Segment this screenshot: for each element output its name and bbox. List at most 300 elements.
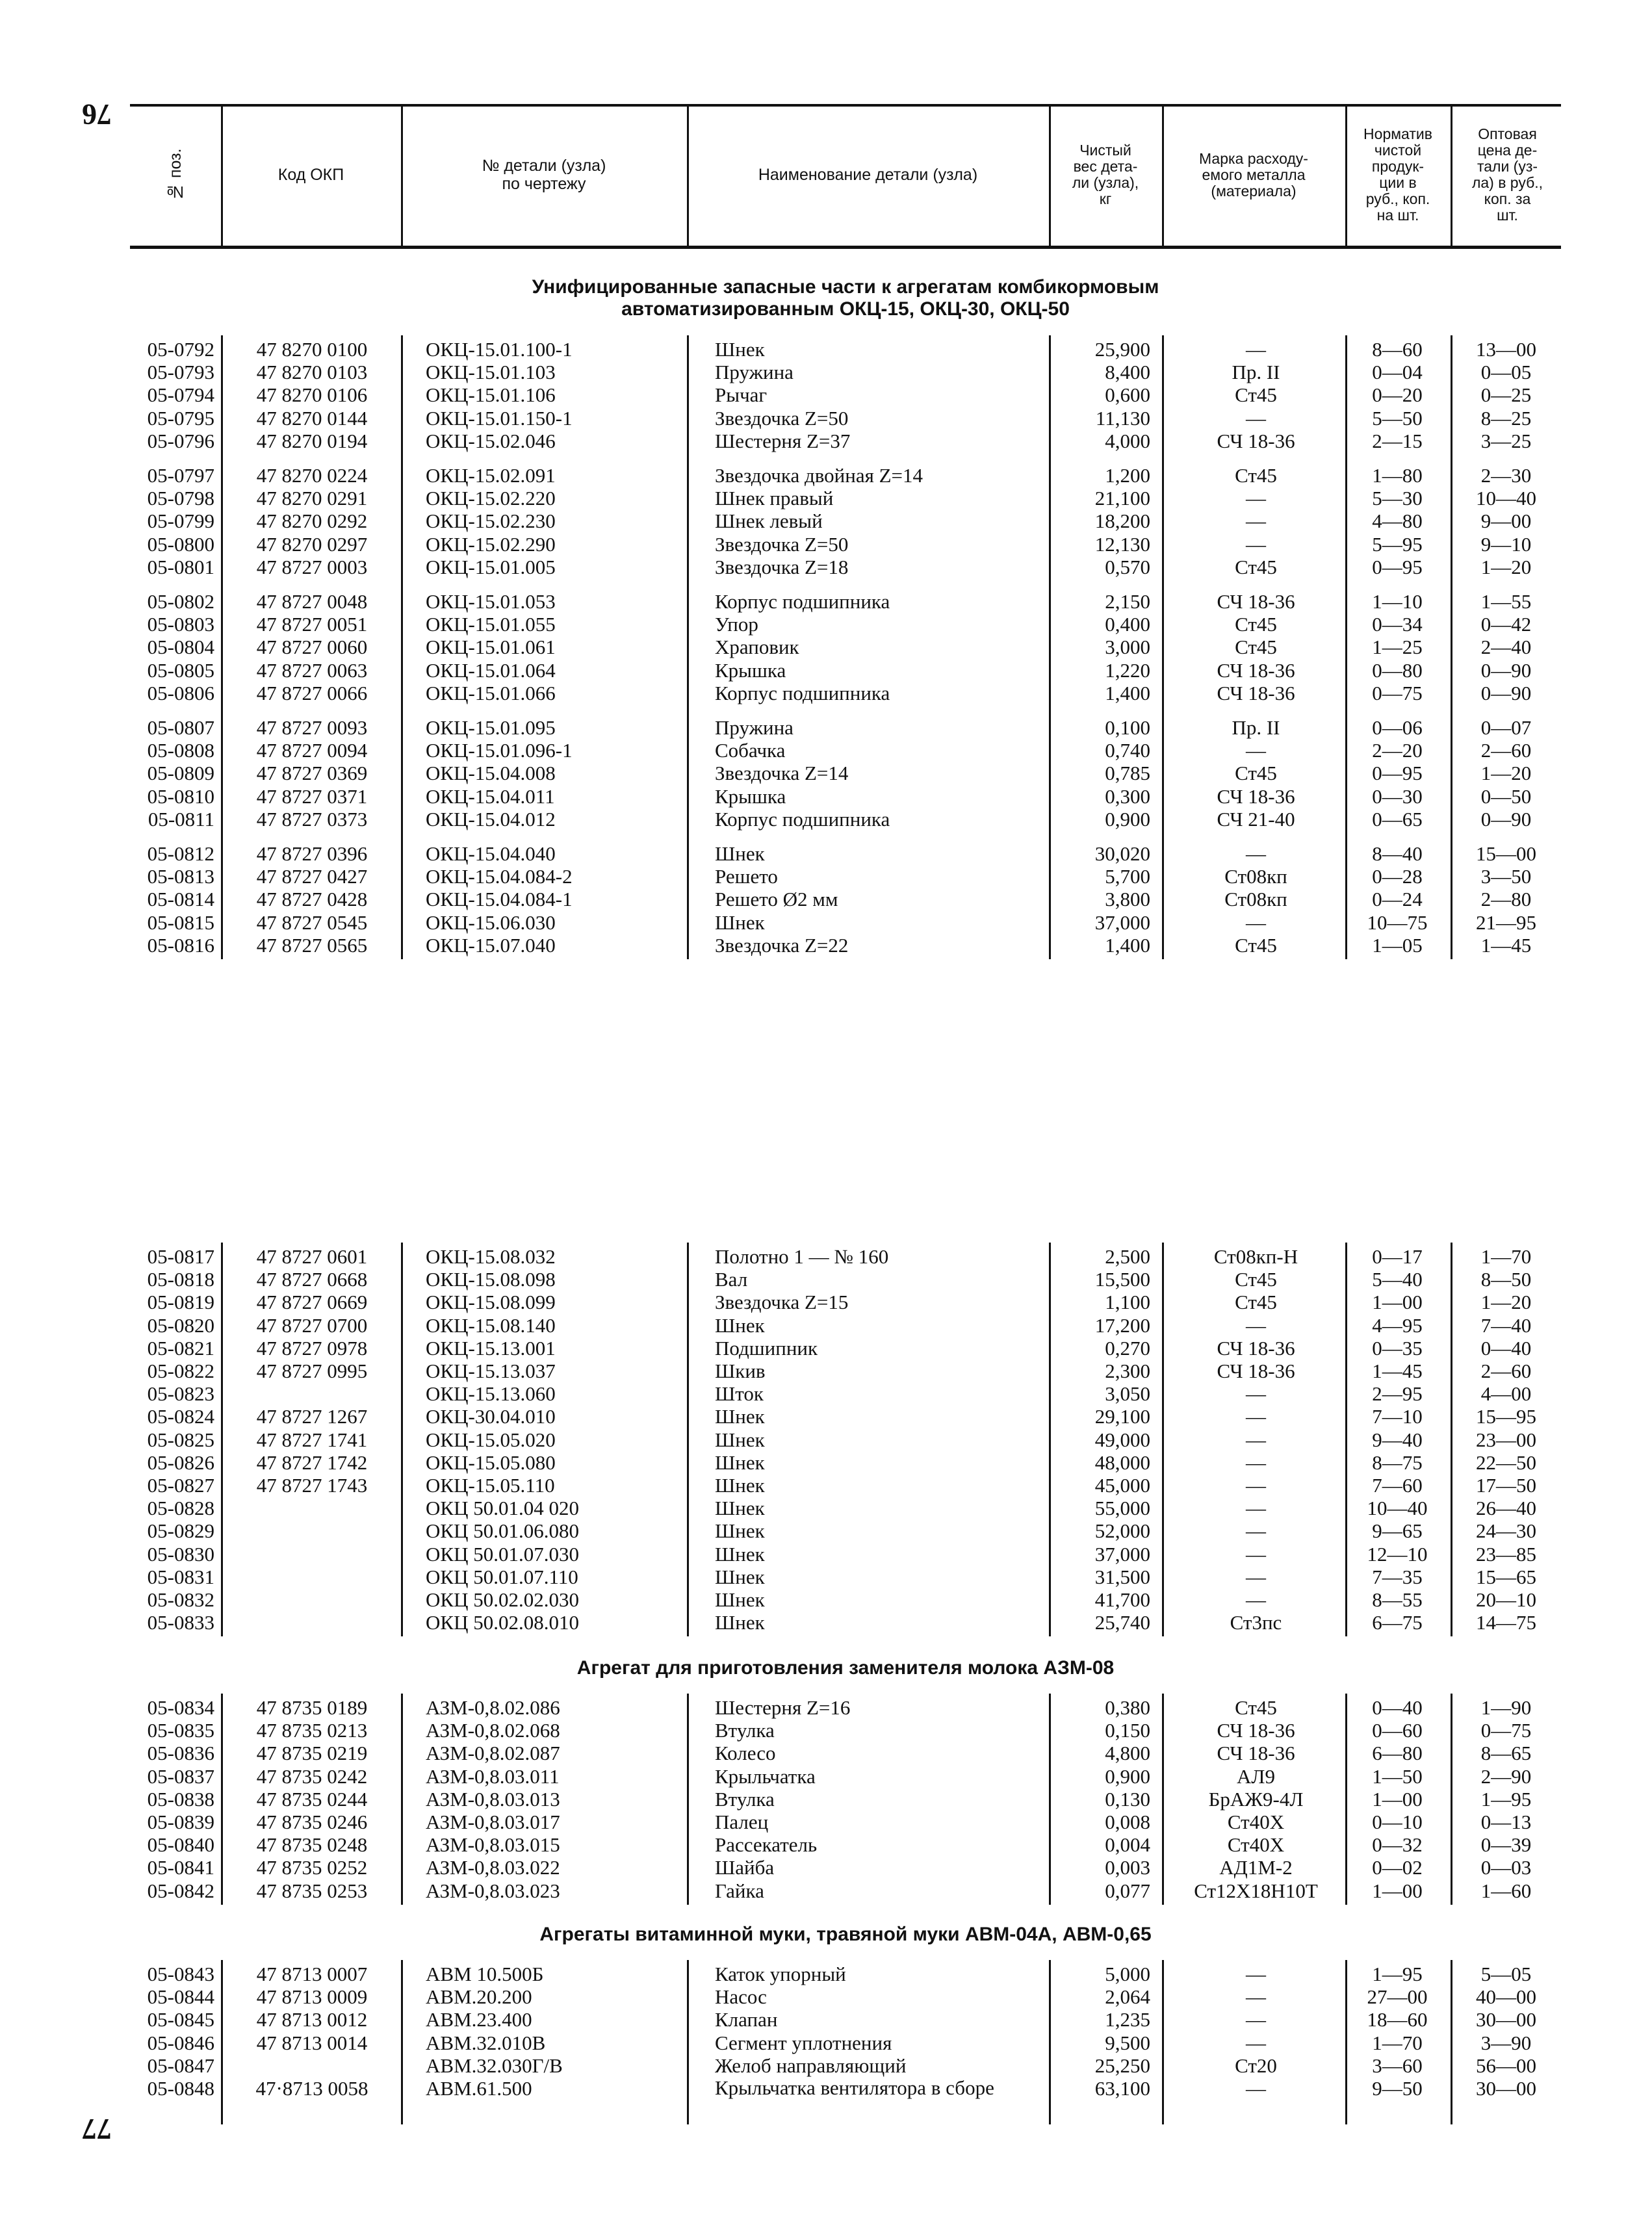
price-cell: 23—00: [1476, 1428, 1536, 1451]
header-divider: [1451, 104, 1452, 246]
material-cell: —: [1246, 509, 1266, 533]
price-cell: 23—85: [1476, 1542, 1536, 1566]
material-cell: БрАЖ9-4Л: [1208, 1787, 1304, 1811]
part-name-cell: Корпус подшипника: [715, 681, 890, 704]
norm-cell: 2—95: [1372, 1382, 1423, 1406]
price-cell: 0—90: [1480, 681, 1532, 704]
material-cell: Ст45: [1235, 1291, 1277, 1314]
part-name-cell: Рассекатель: [715, 1833, 818, 1857]
norm-cell: 9—65: [1372, 1519, 1423, 1543]
drawing-number-cell: ОКЦ-15.05.110: [426, 1474, 555, 1497]
okp-code-cell: 47 8270 0291: [256, 487, 368, 510]
part-name-cell: Шнек: [715, 842, 765, 865]
okp-code-cell: 47 8270 0224: [256, 464, 368, 487]
column-divider: [401, 1694, 403, 1905]
part-name-cell: Пружина: [715, 716, 794, 739]
material-cell: Ст12Х18Н10Т: [1194, 1879, 1318, 1902]
column-divider: [687, 335, 689, 959]
norm-cell: 0—60: [1372, 1719, 1423, 1742]
price-cell: 3—50: [1480, 865, 1532, 888]
pos-cell: 05-0829: [147, 1519, 214, 1543]
material-cell: Ст45: [1235, 762, 1277, 785]
weight-cell: 4,000: [1105, 429, 1150, 452]
okp-code-cell: 47 8727 0094: [256, 739, 368, 762]
weight-cell: 1,400: [1105, 681, 1150, 704]
part-name-cell: Желоб направляющий: [715, 2054, 907, 2077]
price-cell: 2—90: [1480, 1764, 1532, 1788]
weight-cell: 0,270: [1105, 1336, 1150, 1360]
drawing-number-cell: ОКЦ-15.01.106: [426, 383, 556, 407]
part-name-cell: Решето: [715, 865, 778, 888]
part-name-cell: Шайба: [715, 1856, 775, 1879]
pos-cell: 05-0807: [147, 716, 214, 739]
part-name-cell: Шнек левый: [715, 509, 823, 533]
drawing-number-cell: ОКЦ-15.08.099: [426, 1291, 556, 1314]
norm-cell: 1—50: [1372, 1764, 1423, 1788]
part-name-cell: Звездочка Z=14: [715, 762, 849, 785]
norm-cell: 1—05: [1372, 933, 1423, 957]
material-cell: Ст45: [1235, 1268, 1277, 1291]
norm-cell: 0—95: [1372, 762, 1423, 785]
norm-cell: 0—40: [1372, 1696, 1423, 1719]
okp-code-cell: 47 8713 0014: [256, 2031, 368, 2054]
material-cell: —: [1246, 1451, 1266, 1474]
weight-cell: 45,000: [1094, 1474, 1150, 1497]
norm-cell: 0—28: [1372, 865, 1423, 888]
drawing-number-cell: ОКЦ-15.05.080: [426, 1451, 556, 1474]
norm-cell: 8—40: [1372, 842, 1423, 865]
norm-cell: 0—20: [1372, 383, 1423, 407]
part-name-cell: Звездочка Z=22: [715, 933, 849, 957]
pos-cell: 05-0841: [147, 1856, 214, 1879]
drawing-number-cell: АВМ.32.030Г/В: [426, 2054, 563, 2077]
drawing-number-cell: АВМ.32.010В: [426, 2031, 546, 2054]
pos-cell: 05-0825: [147, 1428, 214, 1451]
drawing-number-cell: ОКЦ-15.01.061: [426, 636, 556, 659]
price-cell: 7—40: [1480, 1313, 1532, 1337]
material-cell: Ст08кп-Н: [1213, 1245, 1298, 1268]
pos-cell: 05-0792: [147, 338, 214, 361]
drawing-number-cell: ОКЦ-15.01.055: [426, 613, 556, 636]
pos-cell: 05-0803: [147, 613, 214, 636]
part-name-cell: Клапан: [715, 2008, 778, 2031]
norm-cell: 1—45: [1372, 1360, 1423, 1382]
pos-cell: 05-0806: [147, 681, 214, 704]
price-cell: 0—03: [1480, 1856, 1532, 1879]
weight-cell: 25,250: [1094, 2054, 1150, 2077]
okp-code-cell: 47 8727 0060: [256, 636, 368, 659]
norm-cell: 1—70: [1372, 2031, 1423, 2054]
pos-cell: 05-0828: [147, 1497, 214, 1520]
part-name-cell: Полотно 1 — № 160: [715, 1245, 889, 1268]
pos-cell: 05-0839: [147, 1811, 214, 1833]
weight-cell: 1,400: [1105, 933, 1150, 957]
material-cell: —: [1246, 1542, 1266, 1566]
pos-cell: 05-0831: [147, 1565, 214, 1588]
okp-code-cell: 47 8727 0700: [256, 1313, 368, 1337]
material-cell: Ст45: [1235, 613, 1277, 636]
price-cell: 0—05: [1480, 361, 1532, 384]
price-cell: 2—80: [1480, 888, 1532, 911]
weight-cell: 0,004: [1105, 1833, 1150, 1857]
part-name-cell: Шнек: [715, 1405, 765, 1428]
price-cell: 14—75: [1476, 1611, 1536, 1634]
norm-cell: 0—95: [1372, 555, 1423, 578]
column-divider: [1451, 335, 1452, 959]
norm-cell: 5—50: [1372, 406, 1423, 430]
okp-code-cell: 47 8735 0189: [256, 1696, 368, 1719]
pos-cell: 05-0813: [147, 865, 214, 888]
weight-cell: 17,200: [1094, 1313, 1150, 1337]
weight-cell: 30,020: [1094, 842, 1150, 865]
part-name-cell: Звездочка Z=50: [715, 406, 849, 430]
weight-cell: 5,000: [1105, 1963, 1150, 1985]
drawing-number-cell: ОКЦ-15.01.095: [426, 716, 556, 739]
price-cell: 2—30: [1480, 464, 1532, 487]
norm-cell: 0—80: [1372, 658, 1423, 682]
part-name-cell: Шток: [715, 1382, 764, 1406]
pos-cell: 05-0848: [147, 2077, 214, 2100]
drawing-number-cell: ОКЦ 50.01.07.110: [426, 1565, 578, 1588]
okp-code-cell: 47 8270 0292: [256, 509, 368, 533]
material-cell: Ст45: [1235, 1696, 1277, 1719]
okp-code-cell: 47 8727 0066: [256, 681, 368, 704]
part-name-cell: Шкив: [715, 1360, 766, 1382]
norm-cell: 1—95: [1372, 1963, 1423, 1985]
okp-code-cell: 47 8727 0669: [256, 1291, 368, 1314]
okp-code-cell: 47 8727 0545: [256, 910, 368, 934]
norm-cell: 27—00: [1367, 1985, 1428, 2009]
material-cell: —: [1246, 1474, 1266, 1497]
norm-cell: 7—35: [1372, 1565, 1423, 1588]
pos-cell: 05-0812: [147, 842, 214, 865]
okp-code-cell: 47 8270 0106: [256, 383, 368, 407]
pos-cell: 05-0809: [147, 762, 214, 785]
weight-cell: 0,740: [1105, 739, 1150, 762]
weight-cell: 0,100: [1105, 716, 1150, 739]
pos-cell: 05-0802: [147, 590, 214, 613]
weight-cell: 9,500: [1105, 2031, 1150, 2054]
column-divider: [1049, 1243, 1051, 1636]
drawing-number-cell: ОКЦ-15.13.037: [426, 1360, 556, 1382]
section-title: Унифицированные запасные части к агрегатам комбикормовым автоматизированным ОКЦ-15, ОКЦ-30, ОКЦ-50: [532, 276, 1159, 320]
header-divider: [1049, 104, 1051, 246]
norm-cell: 6—75: [1372, 1611, 1423, 1634]
drawing-number-cell: ОКЦ-15.04.008: [426, 762, 556, 785]
part-name-cell: Шнек: [715, 1313, 765, 1337]
norm-cell: 0—75: [1372, 681, 1423, 704]
norm-cell: 2—15: [1372, 429, 1423, 452]
pos-cell: 05-0817: [147, 1245, 214, 1268]
column-divider: [687, 1694, 689, 1905]
pos-cell: 05-0810: [147, 784, 214, 808]
column-divider: [1162, 1694, 1164, 1905]
norm-cell: 2—20: [1372, 739, 1423, 762]
weight-cell: 0,003: [1105, 1856, 1150, 1879]
price-cell: 21—95: [1476, 910, 1536, 934]
part-name-cell: Крышка: [715, 784, 786, 808]
part-name-cell: Шестерня Z=16: [715, 1696, 851, 1719]
column-divider: [401, 335, 403, 959]
okp-code-cell: 47 8727 0093: [256, 716, 368, 739]
material-cell: —: [1246, 1428, 1266, 1451]
pos-cell: 05-0835: [147, 1719, 214, 1742]
weight-cell: 0,008: [1105, 1811, 1150, 1833]
pos-cell: 05-0827: [147, 1474, 214, 1497]
column-divider: [1049, 1960, 1051, 2124]
drawing-number-cell: ОКЦ-15.01.064: [426, 658, 556, 682]
part-name-cell: Храповик: [715, 636, 799, 659]
pos-cell: 05-0801: [147, 555, 214, 578]
price-cell: 20—10: [1476, 1588, 1536, 1611]
part-name-cell: Втулка: [715, 1787, 775, 1811]
norm-cell: 0—30: [1372, 784, 1423, 808]
material-cell: Ст20: [1235, 2054, 1277, 2077]
part-name-cell: Крыльчатка: [715, 1764, 816, 1788]
norm-cell: 5—40: [1372, 1268, 1423, 1291]
okp-code-cell: 47 8727 1742: [256, 1451, 368, 1474]
drawing-number-cell: АЗМ-0,8.03.011: [426, 1764, 560, 1788]
okp-code-cell: 47 8727 0427: [256, 865, 368, 888]
drawing-number-cell: ОКЦ-15.05.020: [426, 1428, 556, 1451]
pos-cell: 05-0840: [147, 1833, 214, 1857]
column-divider: [1049, 1694, 1051, 1905]
material-cell: Ст40Х: [1227, 1833, 1285, 1857]
header-part-name: Наименование детали (узла): [758, 166, 978, 184]
column-divider: [1049, 335, 1051, 959]
drawing-number-cell: АЗМ-0,8.03.013: [426, 1787, 560, 1811]
price-cell: 0—90: [1480, 807, 1532, 831]
price-cell: 1—45: [1480, 933, 1532, 957]
pos-cell: 05-0834: [147, 1696, 214, 1719]
drawing-number-cell: ОКЦ-15.08.140: [426, 1313, 556, 1337]
price-cell: 26—40: [1476, 1497, 1536, 1520]
part-name-cell: Решето Ø2 мм: [715, 888, 838, 911]
drawing-number-cell: ОКЦ-15.04.040: [426, 842, 556, 865]
weight-cell: 0,600: [1105, 383, 1150, 407]
okp-code-cell: 47 8713 0009: [256, 1985, 368, 2009]
part-name-cell: Гайка: [715, 1879, 764, 1902]
material-cell: АЛ9: [1237, 1764, 1275, 1788]
okp-code-cell: 47 8735 0252: [256, 1856, 368, 1879]
section-title: Агрегаты витаминной муки, травяной муки АВМ-04А, АВМ-0,65: [539, 1924, 1152, 1945]
drawing-number-cell: АВМ.20.200: [426, 1985, 532, 2009]
page-number-bottom: 77: [82, 2113, 112, 2146]
material-cell: Пр. II: [1232, 361, 1280, 384]
pos-cell: 05-0821: [147, 1336, 214, 1360]
pos-cell: 05-0844: [147, 1985, 214, 2009]
price-cell: 17—50: [1476, 1474, 1536, 1497]
weight-cell: 55,000: [1094, 1497, 1150, 1520]
pos-cell: 05-0800: [147, 532, 214, 556]
material-cell: —: [1246, 739, 1266, 762]
price-cell: 1—20: [1480, 555, 1532, 578]
price-cell: 30—00: [1476, 2077, 1536, 2100]
weight-cell: 0,130: [1105, 1787, 1150, 1811]
price-cell: 1—95: [1480, 1787, 1532, 1811]
header-divider: [401, 104, 403, 246]
part-name-cell: Крышка: [715, 658, 786, 682]
pos-cell: 05-0808: [147, 739, 214, 762]
part-name-cell: Палец: [715, 1811, 769, 1833]
norm-cell: 8—75: [1372, 1451, 1423, 1474]
header-okp-code: Код ОКП: [277, 166, 344, 184]
weight-cell: 52,000: [1094, 1519, 1150, 1543]
drawing-number-cell: ОКЦ 50.01.06.080: [426, 1519, 579, 1543]
norm-cell: 12—10: [1367, 1542, 1428, 1566]
pos-cell: 05-0815: [147, 910, 214, 934]
norm-cell: 8—60: [1372, 338, 1423, 361]
material-cell: —: [1246, 1519, 1266, 1543]
norm-cell: 5—95: [1372, 532, 1423, 556]
price-cell: 1—55: [1480, 590, 1532, 613]
part-name-cell: Вал: [715, 1268, 748, 1291]
weight-cell: 0,380: [1105, 1696, 1150, 1719]
okp-code-cell: 47 8727 0051: [256, 613, 368, 636]
material-cell: —: [1246, 2077, 1266, 2100]
okp-code-cell: 47 8727 1741: [256, 1428, 368, 1451]
okp-code-cell: 47 8270 0100: [256, 338, 368, 361]
pos-cell: 05-0820: [147, 1313, 214, 1337]
okp-code-cell: 47 8727 0428: [256, 888, 368, 911]
drawing-number-cell: АЗМ-0,8.03.023: [426, 1879, 560, 1902]
okp-code-cell: 47 8727 0396: [256, 842, 368, 865]
weight-cell: 1,220: [1105, 658, 1150, 682]
drawing-number-cell: ОКЦ-15.04.011: [426, 784, 555, 808]
part-name-cell: Подшипник: [715, 1336, 818, 1360]
weight-cell: 11,130: [1095, 406, 1150, 430]
material-cell: Ст45: [1235, 933, 1277, 957]
weight-cell: 37,000: [1094, 1542, 1150, 1566]
material-cell: —: [1246, 1985, 1266, 2009]
pos-cell: 05-0845: [147, 2008, 214, 2031]
norm-cell: 1—00: [1372, 1787, 1423, 1811]
weight-cell: 0,570: [1105, 555, 1150, 578]
pos-cell: 05-0843: [147, 1963, 214, 1985]
drawing-number-cell: ОКЦ-15.01.150-1: [426, 406, 573, 430]
section-title: Агрегат для приготовления заменителя молока АЗМ-08: [576, 1657, 1115, 1679]
norm-cell: 0—35: [1372, 1336, 1423, 1360]
material-cell: —: [1246, 1565, 1266, 1588]
norm-cell: 18—60: [1367, 2008, 1428, 2031]
price-cell: 2—60: [1480, 739, 1532, 762]
okp-code-cell: 47 8727 1267: [256, 1405, 368, 1428]
part-name-cell: Шнек: [715, 1428, 765, 1451]
price-cell: 56—00: [1476, 2054, 1536, 2077]
part-name-cell: Шнек: [715, 1474, 765, 1497]
part-name-cell: Крыльчатка вентилятора в сборе: [715, 2076, 994, 2099]
norm-cell: 9—50: [1372, 2077, 1423, 2100]
norm-cell: 9—40: [1372, 1428, 1423, 1451]
column-divider: [221, 1694, 223, 1905]
material-cell: Ст45: [1235, 383, 1277, 407]
price-cell: 10—40: [1476, 487, 1536, 510]
drawing-number-cell: ОКЦ-15.01.100-1: [426, 338, 573, 361]
drawing-number-cell: ОКЦ-15.13.060: [426, 1382, 556, 1406]
material-cell: —: [1246, 1588, 1266, 1611]
price-cell: 8—65: [1480, 1742, 1532, 1765]
weight-cell: 2,300: [1105, 1360, 1150, 1382]
price-cell: 1—60: [1480, 1879, 1532, 1902]
material-cell: —: [1246, 1963, 1266, 1985]
column-divider: [1451, 1694, 1452, 1905]
okp-code-cell: 47 8270 0144: [256, 406, 368, 430]
price-cell: 3—25: [1480, 429, 1532, 452]
weight-cell: 2,150: [1105, 590, 1150, 613]
weight-cell: 0,400: [1105, 613, 1150, 636]
norm-cell: 10—40: [1367, 1497, 1428, 1520]
drawing-number-cell: ОКЦ-15.01.053: [426, 590, 556, 613]
pos-cell: 05-0799: [147, 509, 214, 533]
weight-cell: 12,130: [1094, 532, 1150, 556]
weight-cell: 29,100: [1094, 1405, 1150, 1428]
material-cell: СЧ 18-36: [1217, 590, 1295, 613]
drawing-number-cell: ОКЦ 50.01.04 020: [426, 1497, 579, 1520]
drawing-number-cell: АВМ.23.400: [426, 2008, 532, 2031]
pos-cell: 05-0819: [147, 1291, 214, 1314]
norm-cell: 0—04: [1372, 361, 1423, 384]
price-cell: 2—60: [1480, 1360, 1532, 1382]
price-cell: 8—25: [1480, 406, 1532, 430]
okp-code-cell: 47 8735 0219: [256, 1742, 368, 1765]
material-cell: —: [1246, 338, 1266, 361]
weight-cell: 48,000: [1094, 1451, 1150, 1474]
material-cell: —: [1246, 1382, 1266, 1406]
drawing-number-cell: АЗМ-0,8.02.087: [426, 1742, 560, 1765]
column-divider: [1162, 1960, 1164, 2124]
column-divider: [1451, 1243, 1452, 1636]
part-name-cell: Шнек: [715, 910, 765, 934]
drawing-number-cell: ОКЦ-15.06.030: [426, 910, 556, 934]
pos-cell: 05-0837: [147, 1764, 214, 1788]
weight-cell: 25,740: [1094, 1611, 1150, 1634]
norm-cell: 1—00: [1372, 1879, 1423, 1902]
drawing-number-cell: ОКЦ-15.02.220: [426, 487, 556, 510]
drawing-number-cell: ОКЦ-15.08.098: [426, 1268, 556, 1291]
drawing-number-cell: АЗМ-0,8.03.015: [426, 1833, 560, 1857]
drawing-number-cell: ОКЦ-15.02.230: [426, 509, 556, 533]
header-divider: [1162, 104, 1164, 246]
pos-cell: 05-0796: [147, 429, 214, 452]
material-cell: СЧ 18-36: [1217, 1719, 1295, 1742]
column-divider: [1451, 1960, 1452, 2124]
column-divider: [401, 1243, 403, 1636]
drawing-number-cell: ОКЦ-30.04.010: [426, 1405, 556, 1428]
pos-cell: 05-0823: [147, 1382, 214, 1406]
drawing-number-cell: АВМ 10.500Б: [426, 1963, 544, 1985]
pos-cell: 05-0824: [147, 1405, 214, 1428]
drawing-number-cell: ОКЦ-15.04.084-1: [426, 888, 573, 911]
okp-code-cell: 47 8270 0103: [256, 361, 368, 384]
okp-code-cell: 47 8727 0668: [256, 1268, 368, 1291]
material-cell: Ст45: [1235, 555, 1277, 578]
okp-code-cell: 47 8727 0373: [256, 807, 368, 831]
material-cell: Пр. II: [1232, 716, 1280, 739]
okp-code-cell: 47 8727 0565: [256, 933, 368, 957]
norm-cell: 7—10: [1372, 1405, 1423, 1428]
price-cell: 15—65: [1476, 1565, 1536, 1588]
part-name-cell: Корпус подшипника: [715, 590, 890, 613]
weight-cell: 21,100: [1094, 487, 1150, 510]
header-drawing-number: № детали (узла) по чертежу: [482, 157, 606, 193]
column-divider: [687, 1960, 689, 2124]
header-net-weight: Чистый вес дета- ли (узла), кг: [1072, 142, 1139, 207]
material-cell: СЧ 18-36: [1217, 681, 1295, 704]
column-divider: [221, 1243, 223, 1636]
drawing-number-cell: ОКЦ-15.07.040: [426, 933, 556, 957]
price-cell: 0—13: [1480, 1811, 1532, 1833]
header-pos: № поз.: [166, 148, 185, 201]
